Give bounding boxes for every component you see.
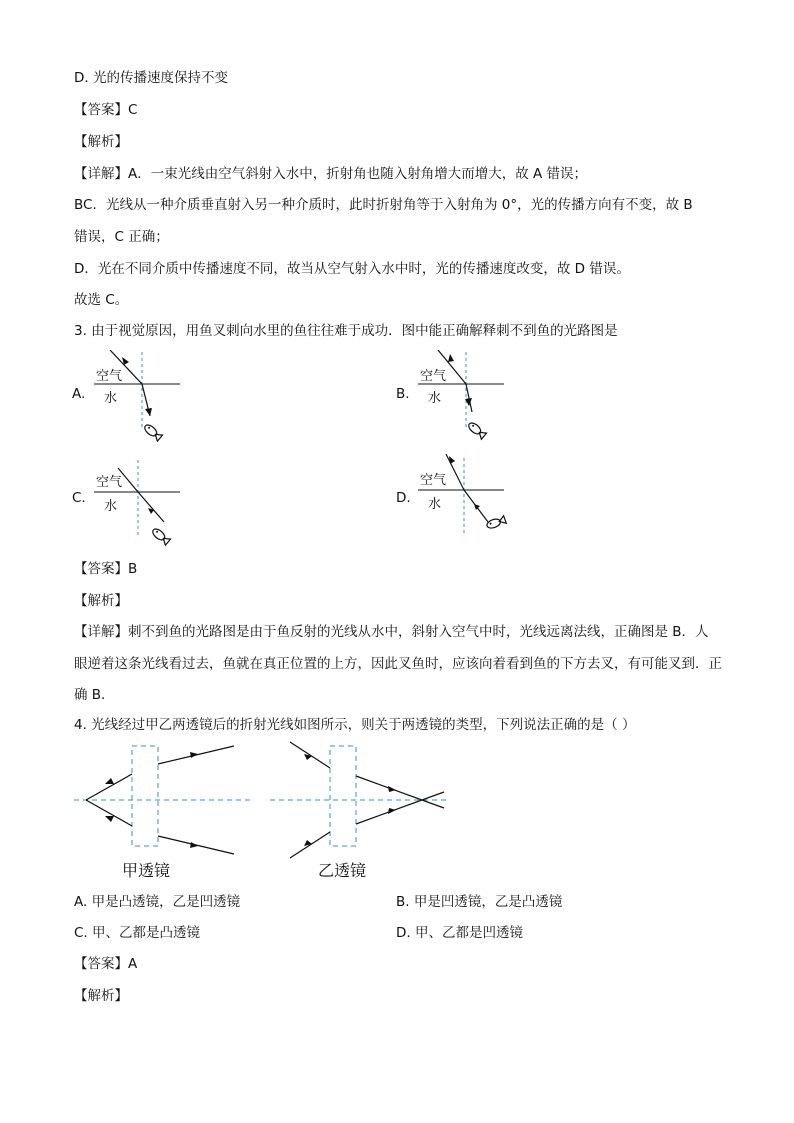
q3d-air-label: 空气: [420, 473, 447, 488]
q3-stem: 3. 由于视觉原因，用鱼叉刺向水里的鱼往往难于成功．图中能正确解释刺不到鱼的光路图是: [74, 323, 618, 339]
analysis-tag: 【解析】: [74, 134, 128, 150]
detail-line-2: BC．光线从一种介质垂直射入另一种介质时，此时折射角等于入射角为 0°，光的传播方向有不变，故 B: [74, 197, 693, 213]
detail-tag: 【详解】: [74, 166, 128, 182]
option-d-text: D. 光的传播速度保持不变: [74, 70, 228, 86]
q4-answer-line: [74, 952, 137, 972]
q3b-air-label: 空气: [420, 369, 447, 384]
q3-label-a: A.: [72, 386, 86, 402]
answer-value: C: [128, 102, 138, 118]
detail-line-5: 故选 C。: [74, 292, 129, 308]
q3-label-d: D.: [396, 490, 411, 506]
detail-text: A．一束光线由空气斜射入水中，折射角也随入射角增大而增大，故 A 错误；: [128, 166, 588, 182]
lens-jia-label: 甲透镜: [122, 861, 171, 880]
detail-line-1: [74, 162, 587, 182]
q3-label-c: C.: [72, 490, 86, 506]
q3-analysis-tag: 【解析】: [74, 593, 128, 609]
q4-stem: 4. 光线经过甲乙两透镜后的折射光线如图所示，则关于两透镜的类型，下列说法正确的是（ ）: [74, 717, 636, 733]
lens-yi-label: 乙透镜: [318, 861, 367, 880]
q3-figure-a: [88, 350, 198, 442]
q3-answer-value: B: [128, 561, 138, 577]
q3c-water-label: 水: [104, 499, 118, 514]
q3-figure-d: [412, 452, 522, 544]
answer-tag: 【答案】: [74, 102, 128, 118]
q3-figure-b: [412, 350, 522, 442]
q3-detail-2: 眼逆着这条光线看过去，鱼就在真正位置的上方，因此叉鱼时，应该向着看到鱼的下方去叉，有可能叉到．正: [74, 656, 722, 672]
detail-line-4: D．光在不同介质中传播速度不同，故当从空气射入水中时，光的传播速度改变，故 D 错误。: [74, 261, 630, 277]
q4-option-c: C. 甲、乙都是凸透镜: [74, 925, 201, 941]
q3-label-b: B.: [396, 386, 410, 402]
q3-detail-1: [74, 620, 709, 640]
q3-figure-c: [88, 458, 198, 550]
q3a-air-label: 空气: [96, 369, 123, 384]
q4-lens-figure: [70, 738, 470, 886]
q4-answer-tag: 【答案】: [74, 956, 128, 972]
q3-detail-text: 刺不到鱼的光路图是由于鱼反射的光线从水中，斜射入空气中时，光线远离法线，正确图是 B．人: [128, 624, 709, 640]
q4-option-a: A. 甲是凸透镜，乙是凹透镜: [74, 894, 241, 910]
q3a-water-label: 水: [104, 391, 118, 406]
q4-answer-value: A: [128, 956, 138, 972]
q3b-water-label: 水: [428, 391, 442, 406]
q4-analysis-tag: 【解析】: [74, 988, 128, 1004]
answer-line: [74, 98, 137, 118]
q3-answer-tag: 【答案】: [74, 561, 128, 577]
q3-answer-line: [74, 557, 137, 577]
q3-detail-3: 确 B．: [74, 687, 115, 703]
q3d-water-label: 水: [428, 497, 442, 512]
q4-option-d: D. 甲、乙都是凹透镜: [396, 925, 523, 941]
q4-option-b: B. 甲是凹透镜，乙是凸透镜: [396, 894, 563, 910]
q3c-air-label: 空气: [96, 475, 123, 490]
q3-detail-tag: 【详解】: [74, 624, 128, 640]
detail-line-3: 错误，C 正确；: [74, 229, 169, 245]
